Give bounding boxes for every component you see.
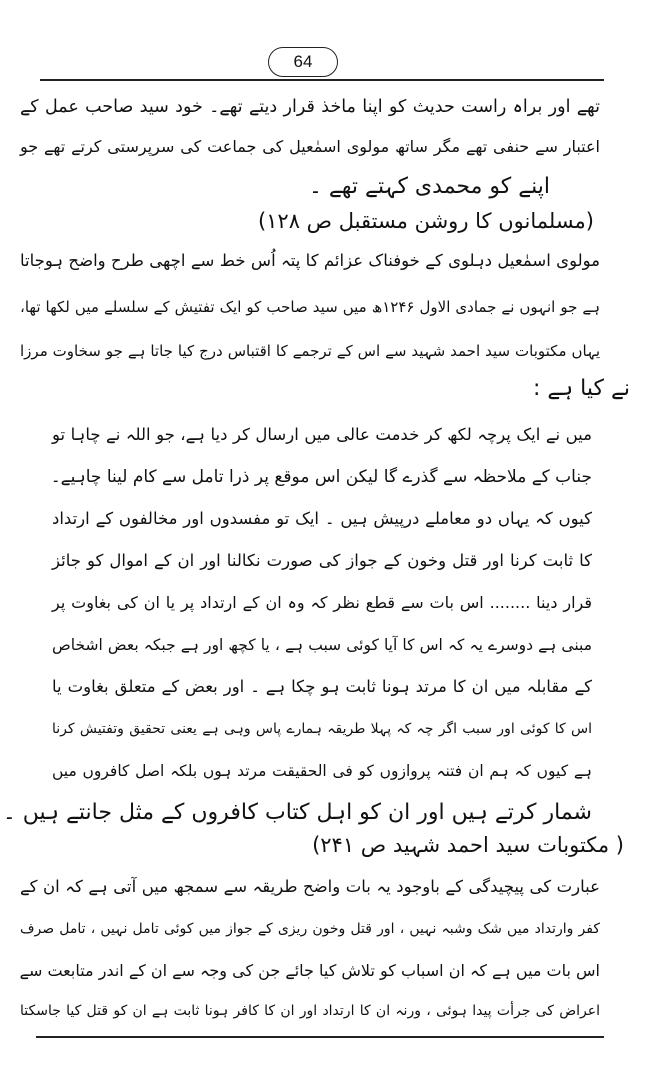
quote-line-6: مبنی ہے دوسرے یہ کہ اس کا آیا کوئی سبب ہے ، یا کچھ اور ہے جبکہ بعض اشخاص (52, 636, 592, 654)
quote-line-5: قرار دینا ........ اس بات سے قطع نظر کہ وہ ان کے ارتداد پر یا ان کی بغاوت پر (52, 593, 592, 612)
paragraph3-line-4: اعراض کی جرأت پیدا ہوئی ، ورنہ ان کا ارتداد اور ان کا کافر ہونا ثابت ہے ان کو قتل کیا جاسکتا (20, 1003, 600, 1019)
paragraph3-line-3: اس بات میں ہے کہ ان اسباب کو تلاش کیا جائے جن کی وجہ سے ان کے اندر متابعت سے (19, 961, 600, 980)
quote-line-3: کیوں کہ یہاں دو معاملے درپیش ہیں ۔ ایک تو مفسدوں اور مخالفوں کے ارتداد (52, 509, 592, 528)
quote-line-2: جناب کے ملاحظہ سے گذرے گا لیکن اس موقع پر ذرا تامل سے کام لینا چاہیے۔ (50, 467, 592, 487)
citation-1: (مسلمانوں کا روشن مستقبل ص ۱۲۸) (257, 209, 594, 233)
header-rule (40, 79, 604, 81)
quote-line-10: شمار کرتے ہیں اور ان کو اہل کتاب کافروں کے مثل جانتے ہیں ۔ (2, 800, 592, 825)
paragraph1-line-2: اعتبار سے حنفی تھے مگر ساتھ مولوی اسمٰعیل کی جماعت کی سرپرستی کرتے تھے جو (20, 137, 600, 156)
paragraph2-line-3: یہاں مکتوبات سید احمد شہید سے اس کے ترجمے کا اقتباس درج کیا جاتا ہے جو سخاوت مرزا (20, 342, 600, 360)
paragraph1-line-1: تھے اور براہ راست حدیث کو اپنا ماخذ قرار دیتے تھے۔ خود سید صاحب عمل کے (20, 97, 600, 117)
paragraph3-line-1: عبارت کی پیچیدگی کے باوجود یہ بات واضح طریقہ سے سمجھ میں آتی ہے کہ ان کے (20, 877, 600, 896)
footer-rule (36, 1036, 604, 1038)
paragraph1-line-3: اپنے کو محمدی کہتے تھے ۔ (309, 174, 550, 199)
paragraph3-line-2: کفر وارتداد میں شک وشبہ نہیں ، اور قتل وخون ریزی کے جواز میں کوئی تامل نہیں ، تامل صرف (20, 921, 600, 937)
paragraph2-line-4: نے کیا ہے : (532, 376, 630, 401)
quote-line-9: ہے کیوں کہ ہم ان فتنہ پروازوں کو فی الحقیقت مرتد ہوں بلکہ اصل کافروں میں (52, 762, 592, 780)
paragraph2-line-1: مولوی اسمٰعیل دہلوی کے خوفناک عزائم کا پتہ اُس خط سے اچھی طرح واضح ہوجاتا (20, 251, 600, 270)
quote-line-1: میں نے ایک پرچہ لکھ کر خدمت عالی میں ارسال کر دیا ہے، جو اللہ نے چاہا تو (52, 425, 592, 444)
quote-line-7: کے مقابلہ میں ان کا مرتد ہونا ثابت ہو چکا ہے ۔ اور بعض کے متعلق بغاوت یا (52, 677, 592, 696)
quote-line-8: اس کا کوئی اور سبب اگر چہ کہ پہلا طریقہ ہمارے پاس وہی ہے یعنی تحقیق وتفتیش کرنا (52, 721, 592, 737)
quote-line-4: کا ثابت کرنا اور قتل وخون کے جواز کی صورت نکالنا اور ان کے اموال کو جائز (52, 551, 592, 570)
citation-2: ( مکتوبات سید احمد شہید ص ۲۴۱) (312, 833, 624, 857)
paragraph2-line-2: ہے جو انہوں نے جمادی الاول ۱۲۴۶ھ میں سید صاحب کو ایک تفتیش کے سلسلے میں لکھا تھا، (20, 298, 600, 316)
page-number: 64 (268, 47, 338, 77)
